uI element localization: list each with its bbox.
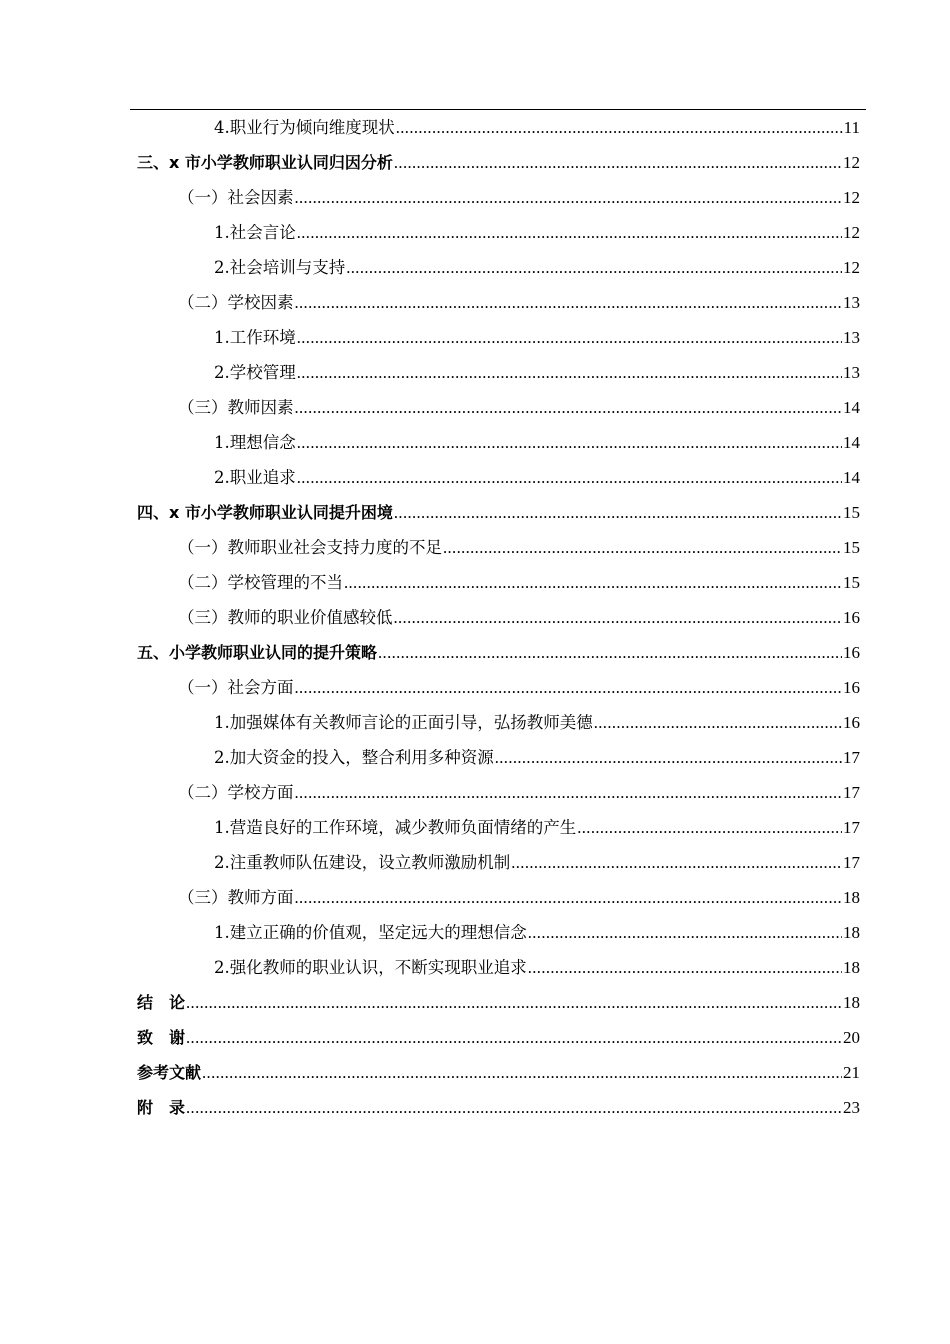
toc-entry-title: 附 录 (137, 1098, 186, 1117)
toc-leader-dots (186, 985, 842, 1020)
toc-entry[interactable] (137, 355, 860, 390)
toc-entry-title: 结 论 (137, 993, 186, 1012)
toc-page-number: 13 (843, 328, 860, 347)
toc-entry[interactable] (137, 950, 860, 985)
toc-page-number: 20 (843, 1028, 860, 1047)
toc-page-number: 14 (843, 433, 860, 452)
toc-entry[interactable] (137, 285, 860, 320)
toc-entry-title: 1.工作环境 (214, 328, 296, 347)
toc-leader-dots (297, 355, 842, 390)
toc-entry-title: （一）社会方面 (178, 678, 294, 697)
toc-leader-dots (528, 915, 842, 950)
toc-leader-dots (344, 565, 842, 600)
toc-entry-title: （三）教师的职业价值感较低 (178, 608, 393, 627)
toc-entry-title: （三）教师因素 (178, 398, 294, 417)
toc-entry-title: 2.加大资金的投入，整合利用多种资源 (214, 748, 494, 767)
toc-leader-dots (295, 180, 843, 215)
toc-page-number: 16 (843, 678, 860, 697)
toc-entry[interactable] (137, 145, 860, 180)
toc-entry[interactable] (137, 390, 860, 425)
toc-entry-title: 致 谢 (137, 1028, 186, 1047)
toc-page-number: 15 (843, 538, 860, 557)
toc-entry-title: （一）社会因素 (178, 188, 294, 207)
toc-leader-dots (495, 740, 842, 775)
toc-page-number: 11 (843, 118, 860, 137)
toc-entry[interactable] (137, 1020, 860, 1055)
toc-page-number: 12 (843, 258, 860, 277)
toc-leader-dots (394, 495, 842, 530)
toc-leader-dots (295, 670, 843, 705)
toc-entry-title: 1.建立正确的价值观，坚定远大的理想信念 (214, 923, 527, 942)
toc-entry[interactable] (137, 320, 860, 355)
toc-entry[interactable] (137, 600, 860, 635)
toc-entry-title: （三）教师方面 (178, 888, 294, 907)
toc-page-number: 12 (843, 188, 860, 207)
toc-entry[interactable] (137, 845, 860, 880)
toc-leader-dots (295, 775, 843, 810)
toc-page-number: 18 (843, 888, 860, 907)
toc-entry-title: 五、小学教师职业认同的提升策略 (137, 643, 378, 662)
toc-leader-dots (443, 530, 842, 565)
toc-entry-title: 2.社会培训与支持 (214, 258, 346, 277)
toc-page-number: 18 (843, 958, 860, 977)
toc-leader-dots (295, 285, 843, 320)
toc-page-number: 13 (843, 363, 860, 382)
toc-leader-dots (297, 215, 842, 250)
toc-entry-title: 参考文献 (137, 1063, 202, 1082)
toc-leader-dots (594, 705, 842, 740)
toc-page-number: 14 (843, 398, 860, 417)
toc-leader-dots (577, 810, 842, 845)
toc-page-number: 16 (843, 643, 860, 662)
toc-entry-title: （二）学校因素 (178, 293, 294, 312)
toc-entry[interactable] (137, 635, 860, 670)
toc-page-number: 16 (843, 608, 860, 627)
toc-leader-dots (186, 1090, 842, 1125)
toc-page-number: 12 (843, 153, 860, 172)
toc-leader-dots (396, 110, 843, 145)
toc-entry-title: 2.强化教师的职业认识，不断实现职业追求 (214, 958, 527, 977)
toc-leader-dots (528, 950, 842, 985)
toc-entry[interactable] (137, 880, 860, 915)
toc-entry-title: 四、x 市小学教师职业认同提升困境 (137, 503, 393, 522)
toc-entry[interactable] (137, 915, 860, 950)
toc-leader-dots (297, 320, 842, 355)
toc-entry[interactable] (137, 775, 860, 810)
toc-entry[interactable] (137, 810, 860, 845)
toc-page-number: 18 (843, 923, 860, 942)
toc-entry[interactable] (137, 495, 860, 530)
toc-page-number: 16 (843, 713, 860, 732)
table-of-contents (137, 110, 860, 1125)
toc-page-number: 15 (843, 573, 860, 592)
toc-entry-title: （二）学校方面 (178, 783, 294, 802)
toc-leader-dots (202, 1055, 842, 1090)
toc-page-number: 23 (843, 1098, 860, 1117)
toc-entry-title: （二）学校管理的不当 (178, 573, 343, 592)
toc-page-number: 17 (843, 853, 860, 872)
toc-entry[interactable] (137, 530, 860, 565)
toc-entry-title: 1.加强媒体有关教师言论的正面引导，弘扬教师美德 (214, 713, 593, 732)
toc-entry-title: （一）教师职业社会支持力度的不足 (178, 538, 442, 557)
toc-entry-title: 2.学校管理 (214, 363, 296, 382)
toc-entry-title: 三、x 市小学教师职业认同归因分析 (137, 153, 393, 172)
toc-leader-dots (378, 635, 842, 670)
toc-entry[interactable] (137, 740, 860, 775)
toc-entry[interactable] (137, 250, 860, 285)
toc-page-number: 18 (843, 993, 860, 1012)
toc-leader-dots (297, 460, 842, 495)
toc-page-number: 13 (843, 293, 860, 312)
toc-entry-title: 2.职业追求 (214, 468, 296, 487)
toc-entry[interactable] (137, 425, 860, 460)
toc-page-number: 17 (843, 783, 860, 802)
toc-entry[interactable] (137, 565, 860, 600)
toc-page-number: 21 (843, 1063, 860, 1082)
toc-entry[interactable] (137, 985, 860, 1020)
toc-entry-title: 1.营造良好的工作环境，减少教师负面情绪的产生 (214, 818, 577, 837)
toc-entry-title: 2.注重教师队伍建设，设立教师激励机制 (214, 853, 511, 872)
toc-entry[interactable] (137, 215, 860, 250)
toc-page-number: 12 (843, 223, 860, 242)
toc-leader-dots (511, 845, 842, 880)
toc-page-number: 17 (843, 818, 860, 837)
toc-entry-title: 1.社会言论 (214, 223, 296, 242)
toc-entry[interactable] (137, 1090, 860, 1125)
toc-entry[interactable] (137, 670, 860, 705)
toc-page-number: 15 (843, 503, 860, 522)
toc-entry[interactable] (137, 705, 860, 740)
toc-page-number: 14 (843, 468, 860, 487)
toc-leader-dots (295, 880, 843, 915)
toc-leader-dots (394, 600, 843, 635)
toc-leader-dots (346, 250, 842, 285)
toc-entry[interactable] (137, 180, 860, 215)
toc-leader-dots (186, 1020, 842, 1055)
toc-entry[interactable] (137, 110, 860, 145)
toc-leader-dots (297, 425, 842, 460)
toc-leader-dots (295, 390, 843, 425)
toc-entry-title: 4.职业行为倾向维度现状 (214, 118, 395, 137)
toc-page-number: 17 (843, 748, 860, 767)
toc-entry[interactable] (137, 460, 860, 495)
toc-entry[interactable] (137, 1055, 860, 1090)
toc-leader-dots (394, 145, 842, 180)
toc-entry-title: 1.理想信念 (214, 433, 296, 452)
